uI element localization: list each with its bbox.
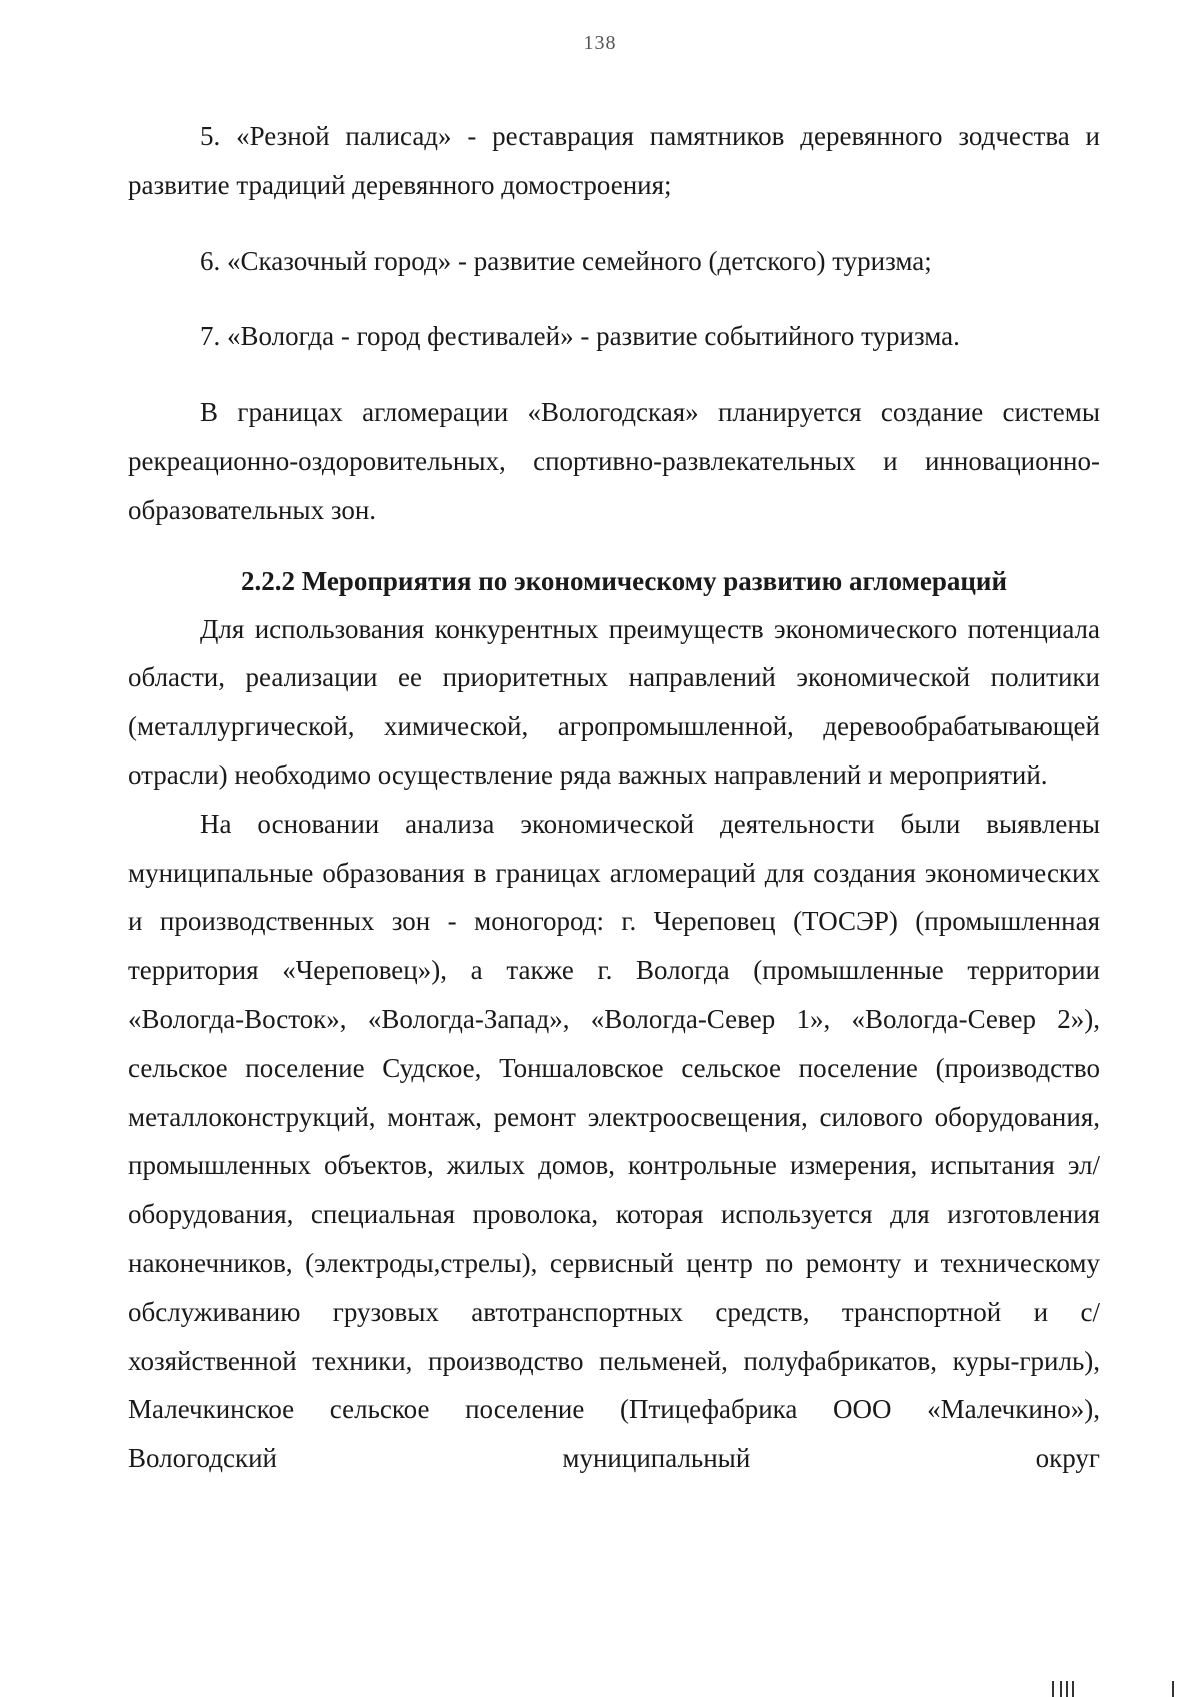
scan-marks: [1042, 1677, 1182, 1697]
scan-mark: [1060, 1681, 1062, 1697]
body-paragraph: Для использования конкурентных преимуществ экономического потенциала области, реализации ее приоритетных направлений экономической политики (металлургической, химической, агропромышленной, деревообрабатывающей отрасли) необходимо осуществление ряда важных направлений и мероприятий.: [128, 613, 1100, 790]
scan-mark: [1172, 1681, 1174, 1697]
page-number: 138: [583, 32, 617, 54]
list-item: 6. «Сказочный город» - развитие семейного (детского) туризма;: [200, 245, 932, 276]
list-item: 7. «Вологда - город фестивалей» - развитие событийного туризма.: [200, 321, 960, 352]
section-heading: 2.2.2 Мероприятия по экономическому развитию агломераций: [240, 565, 1008, 596]
scan-mark: [1052, 1681, 1054, 1697]
document-body: [128, 112, 1100, 1483]
body-paragraph: На основании анализа экономической деятельности были выявлены муниципальные образования в границах агломераций для создания экономических и производственных зон - моногород: г. Череповец (ТОСЭР) (промышленная территория «Череповец»), а также г. Вологда (промышленные территории «Вологда-Восток», «Вологда-Запад», «Вологда-Север 1», «Вологда-Север 2»), сельское поселение Судское, Тоншаловское сельское поселение (производство металлоконструкций, монтаж, ремонт электроосвещения, силового оборудования, промышленных объектов, жилых домов, контрольные измерения, испытания эл/оборудования, специальная проволока, которая используется для изготовления наконечников, (электроды,стрелы), сервисный центр по ремонту и техническому обслуживанию грузовых автотранспортных средств, транспортной и с/хозяйственной техники, производство пельменей, полуфабрикатов, куры-гриль), Малечкинское сельское поселение (Птицефабрика ООО «Малечкино»), Вологодский муниципальный округ: [128, 808, 1100, 1474]
scan-mark: [1066, 1681, 1068, 1697]
scan-mark: [1072, 1681, 1074, 1697]
intro-paragraph: В границах агломерации «Вологодская» планируется создание системы рекреационно-оздоровительных, спортивно-развлекательных и инновационно-образовательных зон.: [128, 397, 1100, 525]
list-item: 5. «Резной палисад» - реставрация памятников деревянного зодчества и развитие традиций деревянного домостроения;: [128, 121, 1100, 200]
